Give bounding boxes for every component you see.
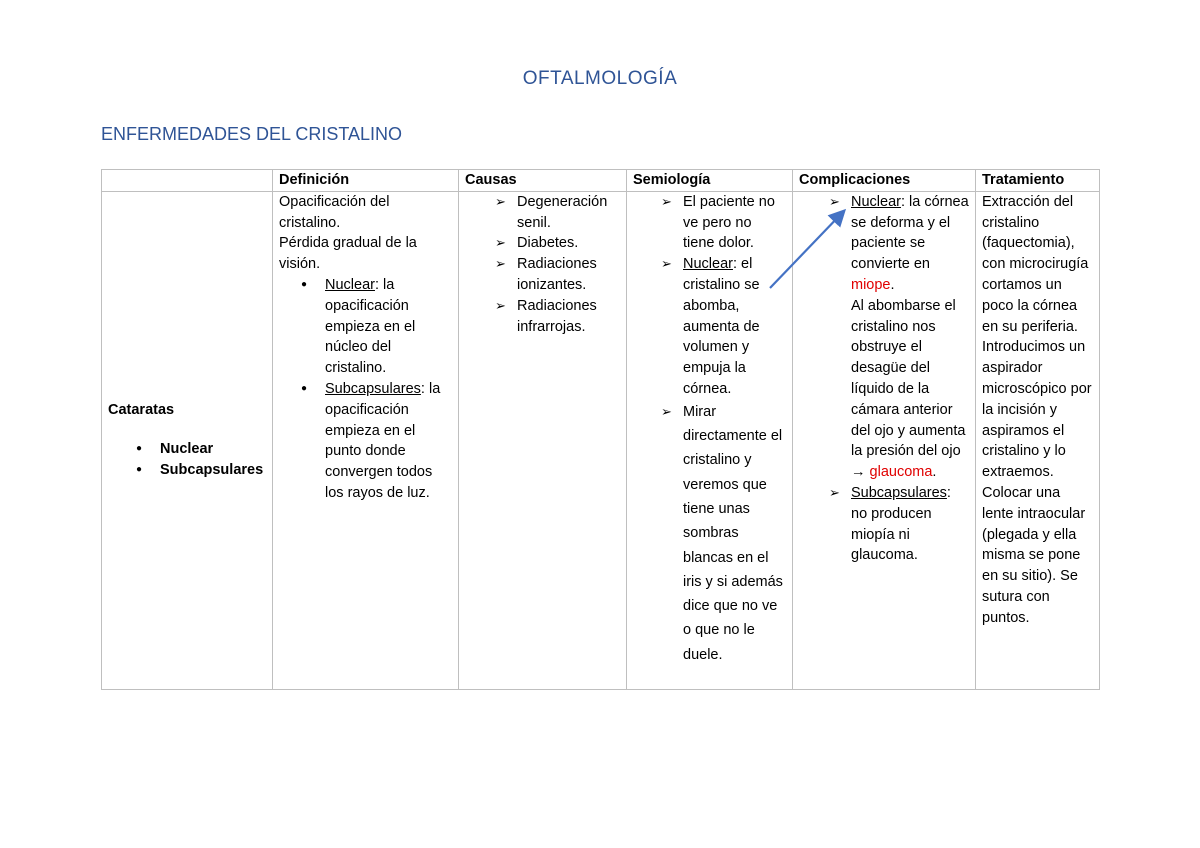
list-item: ➢ Radiaciones ionizantes. [517, 254, 620, 296]
definition-text: : la opacificación empieza en el punto donde convergen todos los rayos de luz. [325, 380, 441, 501]
header-semiologia: Semiología [627, 170, 793, 192]
list-item: ➢ Mirar directamente el cristalino y veremos que tiene unas sombras blancas en el iris y si además dice que no ve o que no le duele. [683, 400, 786, 667]
definicion-cell [273, 191, 459, 689]
term-nuclear: Nuclear [683, 256, 733, 273]
list-item: ● Subcapsulares [160, 460, 266, 481]
list-item [325, 275, 452, 379]
tratamiento-text: Extracción del cristalino (faquectomia), con microcirugía cortamos un poco la córnea en su periferia. Introducimos un aspirador microscópico por la incisión y aspiramos el cristalino y lo extraemos. Colocar una lente intraocular (plegada y ella misma se pone en su sitio). Se sutura con puntos. [982, 193, 1092, 626]
cataracts-table [101, 169, 1100, 690]
header-causas: Causas [459, 170, 627, 192]
term-subcapsulares: Subcapsulares [851, 484, 947, 501]
punctuation: . [932, 464, 937, 481]
definicion-intro-1: Opacificación del cristalino. [279, 193, 390, 231]
complicaciones-list [799, 192, 969, 566]
list-item [851, 192, 969, 483]
causas-cell [459, 191, 627, 689]
complicaciones-cell [793, 191, 976, 689]
semiologia-list [633, 192, 786, 667]
row-label-list [108, 439, 266, 481]
highlight-miope: miope [851, 276, 891, 293]
row-label-cell [102, 191, 273, 689]
list-item: ➢ Diabetes. [517, 233, 620, 254]
header-definicion: Definición [273, 170, 459, 192]
list-item [851, 483, 969, 566]
complicaciones-text: : la córnea se deforma y el paciente se convierte en [851, 193, 969, 273]
definicion-intro-2: Pérdida gradual de la visión. [279, 235, 417, 273]
term-nuclear: Nuclear [325, 276, 375, 293]
list-item: ➢ Degeneración senil. [517, 192, 620, 234]
right-arrow-icon: → [851, 464, 866, 481]
semiologia-cell [627, 191, 793, 689]
causas-list [465, 192, 620, 338]
table-header-row [102, 170, 1100, 192]
highlight-glaucoma: glaucoma [869, 464, 933, 481]
complicaciones-more: Al abombarse el cristalino nos obstruye el desagüe del líquido de la cámara anterior del ojo y aumenta la presión del ojo [851, 297, 966, 460]
complicaciones-text: : no producen miopía ni glaucoma. [851, 484, 951, 564]
semiologia-text: : el cristalino se abomba, aumenta de volumen y empuja la córnea. [683, 256, 760, 397]
header-complicaciones: Complicaciones [793, 170, 976, 192]
row-label-title: Cataratas [108, 402, 175, 419]
list-item [325, 379, 452, 504]
header-tratamiento: Tratamiento [976, 170, 1100, 192]
tratamiento-cell [976, 191, 1100, 689]
list-item: ● Nuclear [160, 439, 266, 460]
list-item: ➢ El paciente no ve pero no tiene dolor. [683, 192, 786, 254]
definicion-list [279, 275, 452, 504]
term-subcapsulares: Subcapsulares [325, 380, 421, 397]
table-row [102, 191, 1100, 689]
term-nuclear: Nuclear [851, 193, 901, 210]
section-heading: ENFERMEDADES DEL CRISTALINO [101, 124, 403, 144]
document-title: OFTALMOLOGÍA [522, 68, 678, 89]
header-empty [102, 170, 273, 192]
definition-text: : la opacificación empieza en el núcleo del cristalino. [325, 276, 416, 377]
punctuation: . [890, 276, 895, 293]
list-item [683, 254, 786, 400]
list-item: ➢ Radiaciones infrarrojas. [517, 296, 620, 338]
